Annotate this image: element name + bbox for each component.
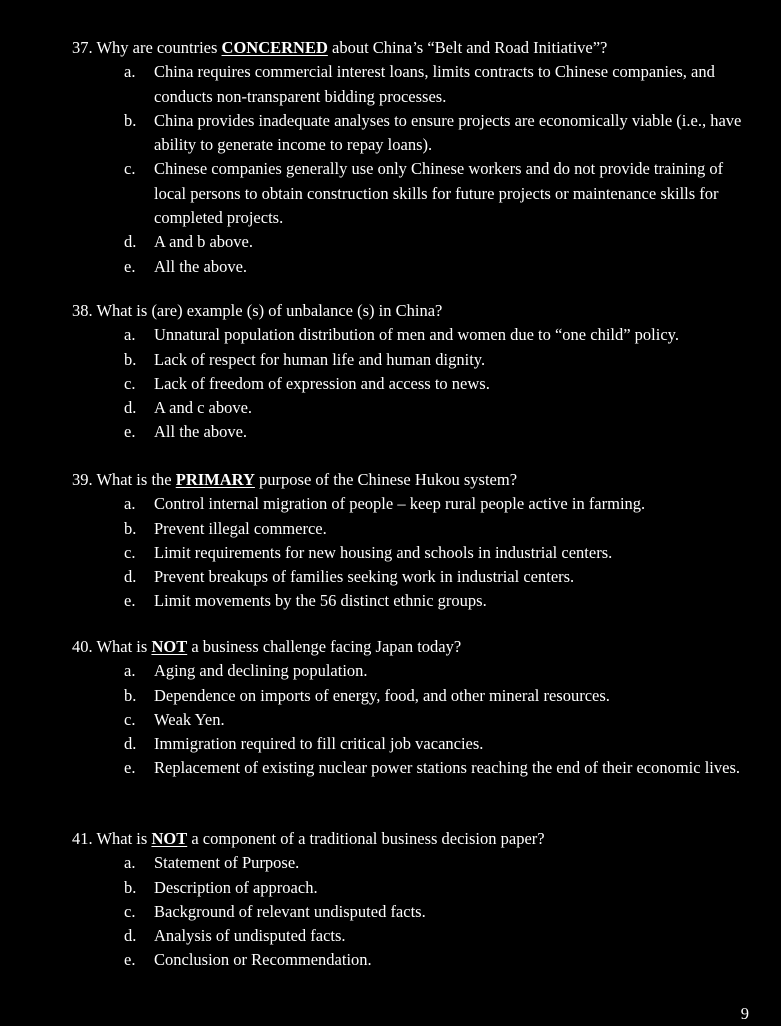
option-a <box>72 60 752 109</box>
option-list <box>72 492 752 613</box>
option-letter: c. <box>124 542 136 562</box>
option-d <box>72 732 752 756</box>
question-stem <box>72 36 752 60</box>
option-text: Background of relevant undisputed facts. <box>154 901 426 921</box>
option-text: All the above. <box>154 422 248 442</box>
option-text: China provides inadequate analyses to ensure projects are economically viable (i.e., have ability to generate income to repay loans). <box>154 110 742 155</box>
option-a <box>72 659 752 683</box>
option-letter: c. <box>124 901 136 921</box>
option-d <box>72 230 752 254</box>
question-37 <box>72 36 752 279</box>
option-text: All the above. <box>154 256 248 276</box>
option-letter: b. <box>124 685 137 705</box>
option-text: Aging and declining population. <box>154 661 368 681</box>
question-text-pre: What is <box>96 829 152 848</box>
option-list <box>72 851 752 972</box>
option-e <box>72 255 752 279</box>
question-text-post: purpose of the Chinese Hukou system? <box>254 470 518 489</box>
option-letter: e. <box>124 256 136 276</box>
question-41 <box>72 827 752 973</box>
option-text: Lack of freedom of expression and access to news. <box>154 373 490 393</box>
option-letter: a. <box>124 325 136 345</box>
option-e <box>72 948 752 972</box>
question-emphasis: PRIMARY <box>175 470 255 489</box>
option-b <box>72 109 752 158</box>
option-e <box>72 756 752 780</box>
option-text: Replacement of existing nuclear power stations reaching the end of their economic lives. <box>154 758 741 778</box>
option-letter: c. <box>124 159 136 179</box>
question-number: 38. <box>72 301 93 320</box>
option-b <box>72 684 752 708</box>
option-list <box>72 323 752 444</box>
question-emphasis: NOT <box>151 829 188 848</box>
option-e <box>72 589 752 613</box>
option-a <box>72 492 752 516</box>
option-c <box>72 541 752 565</box>
option-letter: a. <box>124 494 136 514</box>
option-letter: d. <box>124 398 137 418</box>
question-stem <box>72 635 752 659</box>
option-text: Prevent breakups of families seeking work in industrial centers. <box>154 567 575 587</box>
option-letter: e. <box>124 950 136 970</box>
question-stem <box>72 468 752 492</box>
option-text: A and c above. <box>154 398 253 418</box>
option-e <box>72 420 752 444</box>
question-text-pre: Why are countries <box>96 38 222 57</box>
option-text: Analysis of undisputed facts. <box>154 926 346 946</box>
option-text: Immigration required to fill critical job vacancies. <box>154 734 484 754</box>
option-text: Chinese companies generally use only Chinese workers and do not provide training of local persons to obtain construction skills for future projects or maintenance skills for completed projects. <box>154 159 724 228</box>
question-40 <box>72 635 752 781</box>
option-d <box>72 396 752 420</box>
option-c <box>72 157 752 230</box>
page-number: 9 <box>740 1004 749 1023</box>
option-text: Prevent illegal commerce. <box>154 518 327 538</box>
option-letter: b. <box>124 349 137 369</box>
question-stem <box>72 827 752 851</box>
option-c <box>72 900 752 924</box>
option-text: Unnatural population distribution of men and women due to “one child” policy. <box>154 325 679 345</box>
option-letter: d. <box>124 734 137 754</box>
option-letter: e. <box>124 758 136 778</box>
option-text: Description of approach. <box>154 877 318 897</box>
option-list <box>72 659 752 780</box>
option-c <box>72 372 752 396</box>
question-text-post: a business challenge facing Japan today? <box>187 637 462 656</box>
option-letter: e. <box>124 591 136 611</box>
option-text: A and b above. <box>154 232 253 252</box>
option-letter: b. <box>124 518 137 538</box>
option-text: Statement of Purpose. <box>154 853 300 873</box>
option-d <box>72 924 752 948</box>
question-stem <box>72 299 752 323</box>
option-c <box>72 708 752 732</box>
question-text-post: about China’s “Belt and Road Initiative”? <box>327 38 608 57</box>
option-letter: d. <box>124 232 137 252</box>
option-text: Lack of respect for human life and human dignity. <box>154 349 486 369</box>
option-text: Limit requirements for new housing and schools in industrial centers. <box>154 542 613 562</box>
question-number: 39. <box>72 470 93 489</box>
option-a <box>72 851 752 875</box>
option-letter: b. <box>124 877 137 897</box>
option-text: Dependence on imports of energy, food, and other mineral resources. <box>154 685 610 705</box>
option-a <box>72 323 752 347</box>
option-letter: d. <box>124 926 137 946</box>
question-38 <box>72 299 752 445</box>
option-text: Conclusion or Recommendation. <box>154 950 372 970</box>
question-text-pre: What is the <box>96 470 176 489</box>
question-39 <box>72 468 752 614</box>
option-letter: c. <box>124 373 136 393</box>
option-text: Weak Yen. <box>154 709 225 729</box>
question-emphasis: CONCERNED <box>221 38 328 57</box>
option-letter: b. <box>124 110 137 130</box>
question-number: 41. <box>72 829 93 848</box>
option-letter: c. <box>124 709 136 729</box>
option-b <box>72 876 752 900</box>
option-d <box>72 565 752 589</box>
option-letter: e. <box>124 422 136 442</box>
option-list <box>72 60 752 279</box>
option-b <box>72 517 752 541</box>
question-number: 37. <box>72 38 93 57</box>
question-text-pre: What is (are) example (s) of unbalance (s) in China? <box>96 301 443 320</box>
option-text: Limit movements by the 56 distinct ethnic groups. <box>154 591 487 611</box>
option-letter: a. <box>124 661 136 681</box>
question-text-pre: What is <box>96 637 152 656</box>
question-text-post: a component of a traditional business decision paper? <box>187 829 545 848</box>
option-text: Control internal migration of people – keep rural people active in farming. <box>154 494 646 514</box>
option-letter: d. <box>124 567 137 587</box>
option-text: China requires commercial interest loans, limits contracts to Chinese companies, and conducts non-transparent bidding processes. <box>154 62 715 106</box>
option-b <box>72 348 752 372</box>
question-number: 40. <box>72 637 93 656</box>
option-letter: a. <box>124 853 136 873</box>
question-emphasis: NOT <box>151 637 188 656</box>
option-letter: a. <box>124 62 136 82</box>
